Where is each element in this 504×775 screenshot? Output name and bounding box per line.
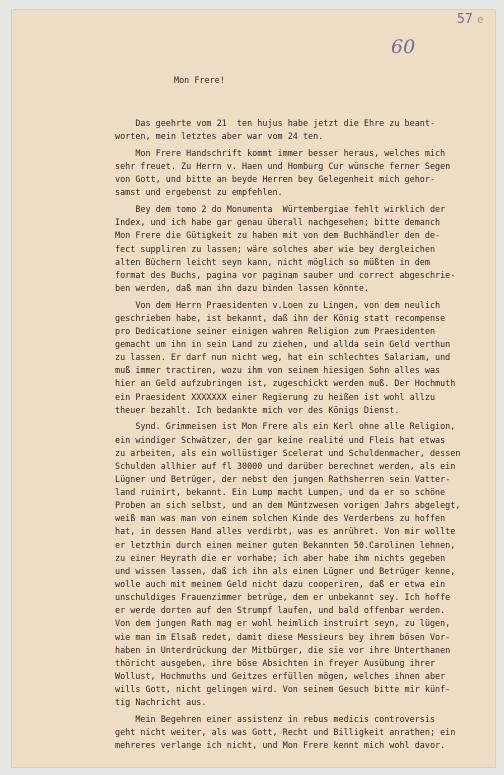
text-line: land ruinirt, bekannt. Ein Lump macht Lumpen, und da er so schöne [115, 487, 446, 498]
text-line: muß immer tractiren, wozu ihm von seinem hiesigen Sohn alles was [115, 365, 441, 376]
text-line: haben in Unterdrückung der Mitbürger, die sie vor ihre Unterthanen [115, 644, 451, 655]
salutation: Mon Frere! [174, 75, 225, 86]
text-line: unschuldiges Frauenzimmer betrüge, dem er unbekannt sey. Ich hoffe [115, 592, 451, 603]
letter-body [115, 48, 485, 752]
text-line: Lügner und Betrüger, der nebst den jungen Rathsherren sein Vatter- [115, 473, 451, 484]
folio-number: 60 [391, 36, 416, 58]
text-line: Index, und ich habe gar genau überall nachgesehen; bitte demanch [115, 217, 441, 228]
text-line: fect suppliren zu lassen; wäre solches aber wie bey dergleichen [115, 243, 436, 254]
text-line: ein Praesident XXXXXXX einer Regierung zu heißen ist wohl allzu [115, 391, 436, 402]
text-line: wie man im Elsaß redet, damit diese Messieurs bey ihrem bösen Vor- [115, 631, 451, 642]
text-line: Von dem jungen Rath mag er wohl heimlich instruirt seyn, zu lügen, [115, 618, 451, 629]
text-line: thöricht ausgeben, ihre böse Absichten in freyer Ausübung ihrer [115, 657, 436, 668]
text-line: Mein Begehren einer assistenz in rebus medicis controversis [115, 713, 436, 724]
text-line: hat, in dessen Hand alles verdirbt, was es anrühret. Von mir wollte [115, 526, 456, 537]
text-line: geht nicht weiter, als was Gott, Recht und Billigkeit anrathen; ein [115, 727, 456, 738]
text-line: Das geehrte vom 21 ten hujus habe jetzt die Ehre zu beant- [115, 118, 436, 129]
text-line: Schulden allhier auf fl 30000 und darüber berechnet werden, als ein [115, 460, 456, 471]
text-line: pro Dedicatione seiner einigen wahren Religion zum Praesidenten [115, 325, 436, 336]
text-line: Synd. Grimmeisen ist Mon Frere als ein Kerl ohne alle Religion, [115, 421, 456, 432]
text-line: wolle auch mit meinem Geld nicht dazu cooperiren, daß er etwa ein [115, 579, 446, 590]
text-line: format des Buchs, pagina vor paginam sauber und correct abgeschrie- [115, 269, 456, 280]
text-line: gemacht um ihn in sein Land zu ziehen, und allda sein Geld verthun [115, 339, 451, 350]
text-line: zu arbeiten, als ein wollüstiger Scelerat und Schuldenmacher, dessen [115, 447, 461, 458]
text-line: wills Gott, nicht gelingen wird. Von seinem Gesuch bitte mir künf- [115, 684, 451, 695]
text-line: Mon Frere Handschrift kommt immer besser heraus, welches mich [115, 148, 446, 159]
text-line: alten Büchern leicht seyn kann, nicht möglich so müßten in dem [115, 256, 430, 267]
text-line: sehr freuet. Zu Herrn v. Haen und Homburg Cur wünsche ferner Segen [115, 161, 451, 172]
text-line: Mon Frere die Gütigkeit zu haben mit von dem Buchhändler den de- [115, 230, 441, 241]
text-line: er werde dorten auf den Strumpf laufen, und bald offenbar werden. [115, 605, 446, 616]
text-line: samst und ergebenst zu empfehlen. [115, 187, 283, 198]
text-line: worten, mein letztes aber war vom 24 ten. [115, 131, 324, 142]
text-line: weiß man was man von einem solchen Kinde des Verderbens zu hoffen [115, 513, 446, 524]
letter-page [11, 9, 496, 768]
text-line: Proben an sich selbst, und an dem Müntzwesen vorigen Jahrs abgelegt, [115, 500, 461, 511]
page-number: 57 [457, 12, 473, 27]
text-line: und wissen lassen, daß ich ihn als einen Lügner und Betrüger kenne, [115, 565, 456, 576]
text-line: Wollust, Hochmuths und Geitzes erfüllen mögen, welches ihnen aber [115, 671, 446, 682]
page-number-secondary: e [477, 13, 484, 26]
text-line: ben werden, daß man ihn dazu binden lassen könnte. [115, 282, 369, 293]
text-line: zu lassen. Er darf nun nicht weg, hat ein schlechtes Salariam, und [115, 352, 451, 363]
text-line: zu einer Heyrath die er vorhabe; ich aber habe ihm nichts gegeben [115, 552, 446, 563]
text-line: Von dem Herrn Praesidenten v.Loen zu Lingen, von dem neulich [115, 299, 441, 310]
text-line: mehreres verlange ich nicht, und Mon Frere kennt mich wohl davor. [115, 740, 446, 751]
text-line: theuer bezahlt. Ich bedankte mich vor des Königs Dienst. [115, 404, 400, 415]
text-line: von Gott, und bitte an beyde Herren bey Gelegenheit mich gehor- [115, 174, 436, 185]
text-line: geschrieben habe, ist bekannt, daß ihn der König statt recompense [115, 312, 446, 323]
text-line: er letzthin durch einen meiner guten Bekannten 50.Carolinen lehnen, [115, 539, 456, 550]
text-line: tig Nachricht aus. [115, 697, 207, 708]
text-line: ein windiger Schwätzer, der gar keine realité und Fleis hat etwas [115, 434, 446, 445]
text-line: hier an Geld aufzubringen ist, zugeschickt werden muß. Der Hochmuth [115, 378, 456, 389]
text-line: Bey dem tomo 2 do Monumenta Würtembergiae fehlt wirklich der [115, 204, 446, 215]
